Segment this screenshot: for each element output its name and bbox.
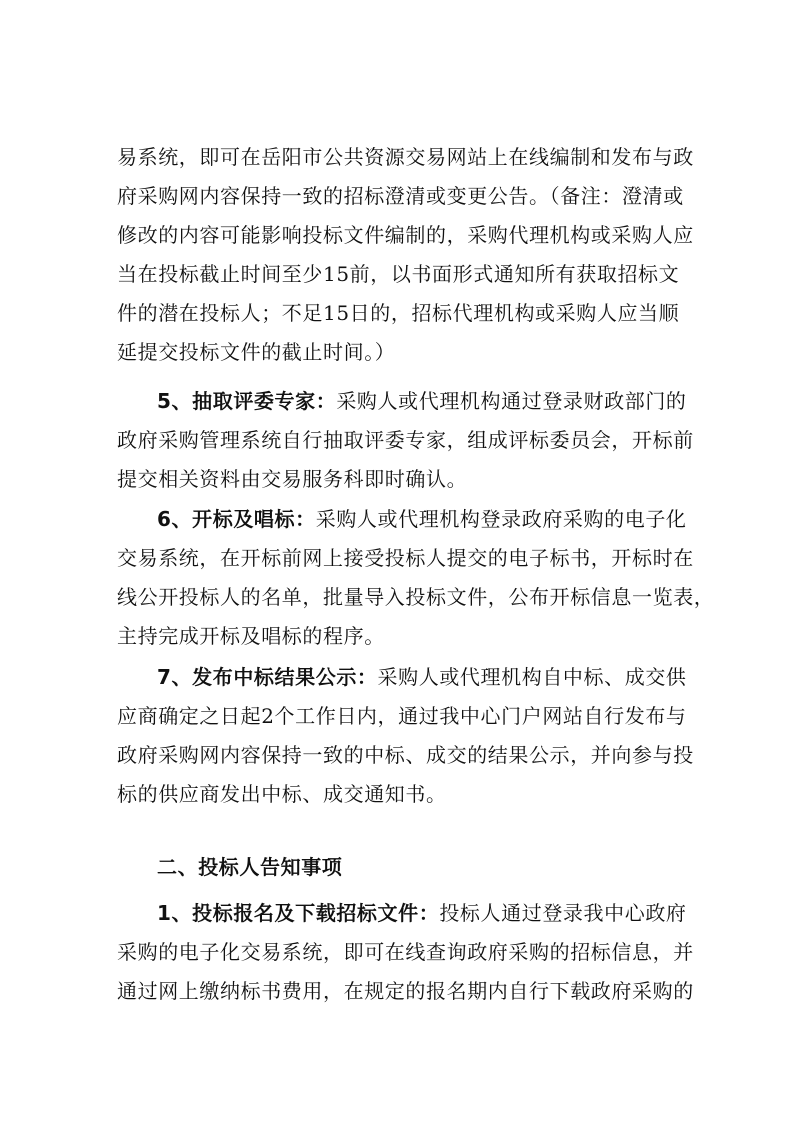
text-line: 政府采购管理系统自行抽取评委专家，组成评标委员会，开标前	[117, 428, 694, 452]
text-line: 线公开投标人的名单，批量导入投标文件，公布开标信息一览表，	[117, 585, 715, 609]
item-6-first-line	[117, 500, 707, 539]
text-line: 交易系统，在开标前网上接受投标人提交的电子标书，开标时在	[117, 546, 694, 570]
text-line: 采购的电子化交易系统，即可在线查询政府采购的招标信息，并	[117, 940, 694, 964]
text-line: 修改的内容可能影响投标文件编制的，采购代理机构或采购人应	[117, 223, 694, 247]
section-2-item-1-paragraph	[117, 894, 707, 1011]
text-line: 主持完成开标及唱标的程序。	[117, 624, 385, 648]
item-6-first-text: 采购人或代理机构登录政府采购的电子化	[315, 507, 687, 531]
item-7-title: 7、发布中标结果公示：	[157, 665, 378, 689]
item-5-paragraph	[117, 382, 707, 499]
section-2-item-1-first-text: 投标人通过登录我中心政府	[439, 901, 687, 925]
section-2-heading: 二、投标人告知事项	[157, 855, 343, 879]
item-5-first-line	[117, 382, 707, 421]
item-7-paragraph	[117, 658, 707, 814]
text-line: 提交相关资料由交易服务科即时确认。	[117, 467, 468, 491]
section-2-item-1-title: 1、投标报名及下载招标文件：	[157, 901, 440, 925]
text-line: 通过网上缴纳标书费用，在规定的报名期内自行下载政府采购的	[117, 979, 694, 1003]
text-line: 政府采购网内容保持一致的中标、成交的结果公示，并向参与投	[117, 743, 694, 767]
item-5-first-text: 采购人或代理机构通过登录财政部门的	[336, 389, 687, 413]
item-5-title: 5、抽取评委专家：	[157, 389, 337, 413]
continued-paragraph	[117, 138, 707, 372]
item-7-first-line	[117, 658, 707, 697]
text-line: 应商确定之日起2个工作日内，通过我中心门户网站自行发布与	[117, 704, 687, 728]
item-6-title: 6、开标及唱标：	[157, 507, 316, 531]
text-line: 延提交投标文件的截止时间。）	[117, 340, 396, 364]
section-2-item-1-first-line	[117, 894, 707, 933]
text-line: 件的潜在投标人；不足15日的，招标代理机构或采购人应当顺	[117, 301, 680, 325]
text-line: 当在投标截止时间至少15前，以书面形式通知所有获取招标文	[117, 262, 680, 286]
item-6-paragraph	[117, 500, 715, 656]
item-7-first-text: 采购人或代理机构自中标、成交供	[377, 665, 687, 689]
text-line: 标的供应商发出中标、成交通知书。	[117, 782, 447, 806]
section-2-heading-block	[117, 848, 707, 887]
text-line: 易系统，即可在岳阳市公共资源交易网站上在线编制和发布与政	[117, 145, 694, 169]
text-line: 府采购网内容保持一致的招标澄清或变更公告。（备注：澄清或	[117, 184, 684, 208]
